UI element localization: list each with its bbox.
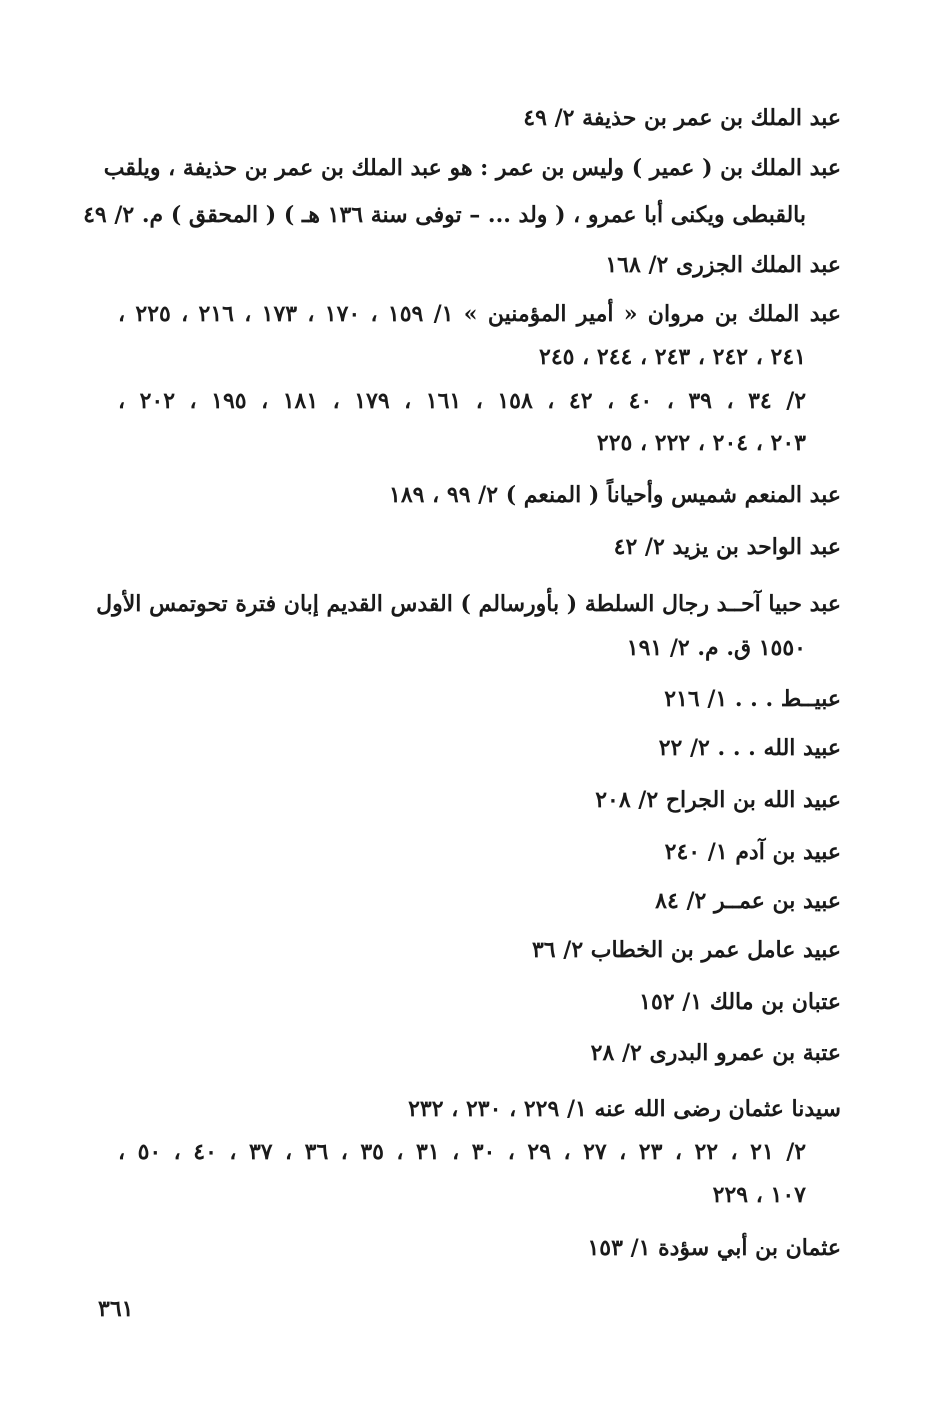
index-entry-continuation: ١٠٧ ، ٢٢٩ [712,1182,806,1208]
index-entry: عتبة بن عمرو البدرى ٢/ ٢٨ [590,1040,841,1066]
index-entry: عبد حبيا آحــد رجال السلطة ( بأورسالم ) القدس القديم إبان فترة تحوتمس الأول [96,591,841,617]
index-entry: عبيد الله بن الجراح ٢/ ٢٠٨ [595,787,841,813]
index-entry: عثمان بن أبي سؤدة ١/ ١٥٣ [587,1235,841,1261]
index-entry: عبد الواحد بن يزيد ٢/ ٤٢ [613,534,841,560]
index-entry: عبد المنعم شميس وأحياناً ( المنعم ) ٢/ ٩٩ ، ١٨٩ [389,482,841,508]
index-entry-continuation: ٢/ ٣٤ ، ٣٩ ، ٤٠ ، ٤٢ ، ١٥٨ ، ١٦١ ، ١٧٩ ، ١٨١ ، ١٩٥ ، ٢٠٢ ، [118,388,807,414]
index-entry: عبيــط . . . ١/ ٢١٦ [664,686,841,712]
index-entry-continuation: بالقبطى ويكنى أبا عمرو ، ( ولد ... – توفى سنة ١٣٦ هـ ) ( المحقق ) م. ٢/ ٤٩ [83,202,806,228]
index-entry-continuation: ٢/ ٢١ ، ٢٢ ، ٢٣ ، ٢٧ ، ٢٩ ، ٣٠ ، ٣١ ، ٣٥ ، ٣٦ ، ٣٧ ، ٤٠ ، ٥٠ ، [118,1139,807,1165]
index-entry: عتبان بن مالك ١/ ١٥٢ [639,989,841,1015]
index-entry: عبد الملك بن ( عمير ) وليس بن عمر : هو عبد الملك بن عمر بن حذيفة ، ويلقب [103,155,841,181]
index-entry: عبد الملك بن مروان « أمير المؤمنين » ١/ ١٥٩ ، ١٧٠ ، ١٧٣ ، ٢١٦ ، ٢٢٥ ، [118,301,842,327]
index-entry-continuation: ١٥٥٠ ق. م. ٢/ ١٩١ [626,635,806,661]
index-entry: عبيد بن عمــر ٢/ ٨٤ [655,888,841,914]
page-number: ٣٦١ [98,1296,134,1322]
index-entry-continuation: ٢٠٣ ، ٢٠٤ ، ٢٢٢ ، ٢٢٥ [596,430,806,456]
index-entry: عبيد بن آدم ١/ ٢٤٠ [664,839,841,865]
index-entry: سيدنا عثمان رضى الله عنه ١/ ٢٢٩ ، ٢٣٠ ، ٢٣٢ [408,1096,841,1122]
index-entry: عبيد الله . . . ٢/ ٢٢ [658,735,841,761]
index-entry: عبد الملك الجزرى ٢/ ١٦٨ [605,252,841,278]
index-entry-continuation: ٢٤١ ، ٢٤٢ ، ٢٤٣ ، ٢٤٤ ، ٢٤٥ [539,344,806,370]
index-entry: عبد الملك بن عمر بن حذيفة ٢/ ٤٩ [523,105,841,131]
index-entry: عبيد عامل عمر بن الخطاب ٢/ ٣٦ [531,937,841,963]
